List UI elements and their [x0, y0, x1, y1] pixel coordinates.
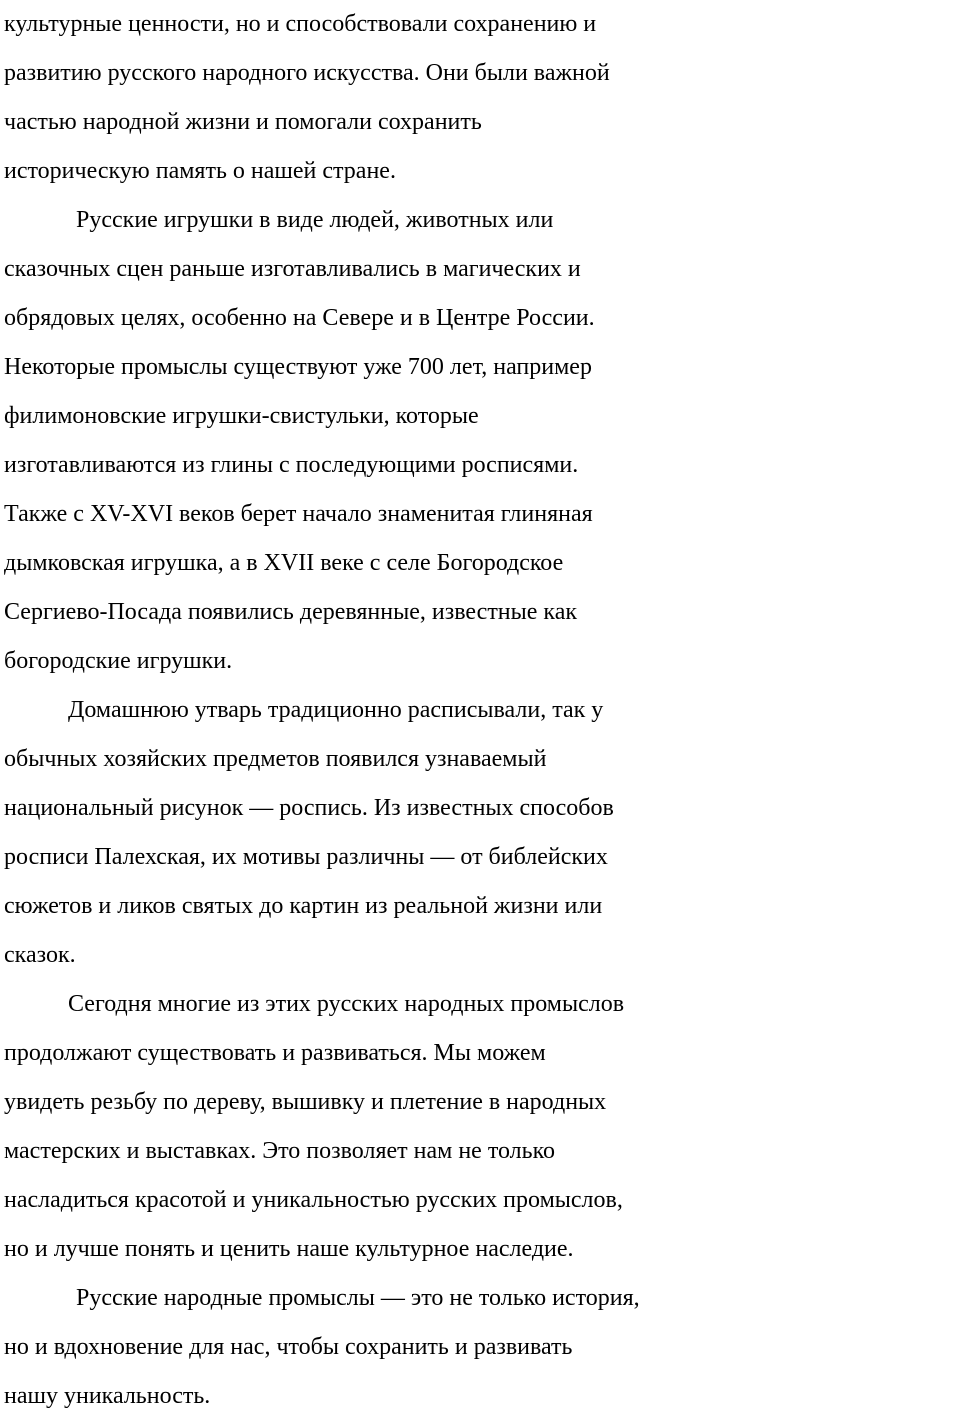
paragraph-5: [4, 1274, 960, 1421]
text-line: увидеть резьбу по дереву, вышивку и плетение в народных: [4, 1089, 607, 1115]
text-line: Домашнюю утварь традиционно расписывали, так у: [68, 697, 604, 723]
text-line: Русские игрушки в виде людей, животных или: [76, 207, 554, 233]
text-line: частью народной жизни и помогали сохранить: [4, 109, 482, 135]
text-line: филимоновские игрушки-свистульки, которые: [4, 403, 479, 429]
document-page: [4, 0, 960, 1421]
text-line: богородские игрушки.: [4, 648, 233, 674]
paragraph-4: [4, 980, 960, 1274]
paragraph-1: [4, 0, 960, 196]
text-line: Некоторые промыслы существуют уже 700 лет, например: [4, 354, 592, 380]
text-line: национальный рисунок — роспись. Из известных способов: [4, 795, 614, 821]
text-line: насладиться красотой и уникальностью русских промыслов,: [4, 1187, 623, 1213]
text-line: нашу уникальность.: [4, 1383, 211, 1409]
paragraph-2: [4, 196, 960, 686]
text-line: но и вдохновение для нас, чтобы сохранить и развивать: [4, 1334, 573, 1360]
text-line: Сергиево-Посада появились деревянные, известные как: [4, 599, 578, 625]
text-line: обрядовых целях, особенно на Севере и в Центре России.: [4, 305, 595, 331]
text-line: Сегодня многие из этих русских народных промыслов: [68, 991, 625, 1017]
text-line: развитию русского народного искусства. Они были важной: [4, 60, 610, 86]
text-line: дымковская игрушка, а в XVII веке с селе Богородское: [4, 550, 564, 576]
paragraph-3: [4, 686, 960, 980]
text-line: изготавливаются из глины с последующими росписями.: [4, 452, 579, 478]
text-line: сказок.: [4, 942, 76, 968]
text-line: росписи Палехская, их мотивы различны — от библейских: [4, 844, 608, 870]
text-line: историческую память о нашей стране.: [4, 158, 396, 184]
text-line: культурные ценности, но и способствовали сохранению и: [4, 11, 597, 37]
text-line: но и лучше понять и ценить наше культурное наследие.: [4, 1236, 574, 1262]
text-line: обычных хозяйских предметов появился узнаваемый: [4, 746, 547, 772]
text-line: сказочных сцен раньше изготавливались в магических и: [4, 256, 581, 282]
text-line: продолжают существовать и развиваться. Мы можем: [4, 1040, 546, 1066]
text-line: Также с XV-XVI веков берет начало знаменитая глиняная: [4, 501, 593, 527]
text-line: мастерских и выставках. Это позволяет нам не только: [4, 1138, 556, 1164]
text-line: сюжетов и ликов святых до картин из реальной жизни или: [4, 893, 603, 919]
text-line: Русские народные промыслы — это не только история,: [76, 1285, 640, 1311]
